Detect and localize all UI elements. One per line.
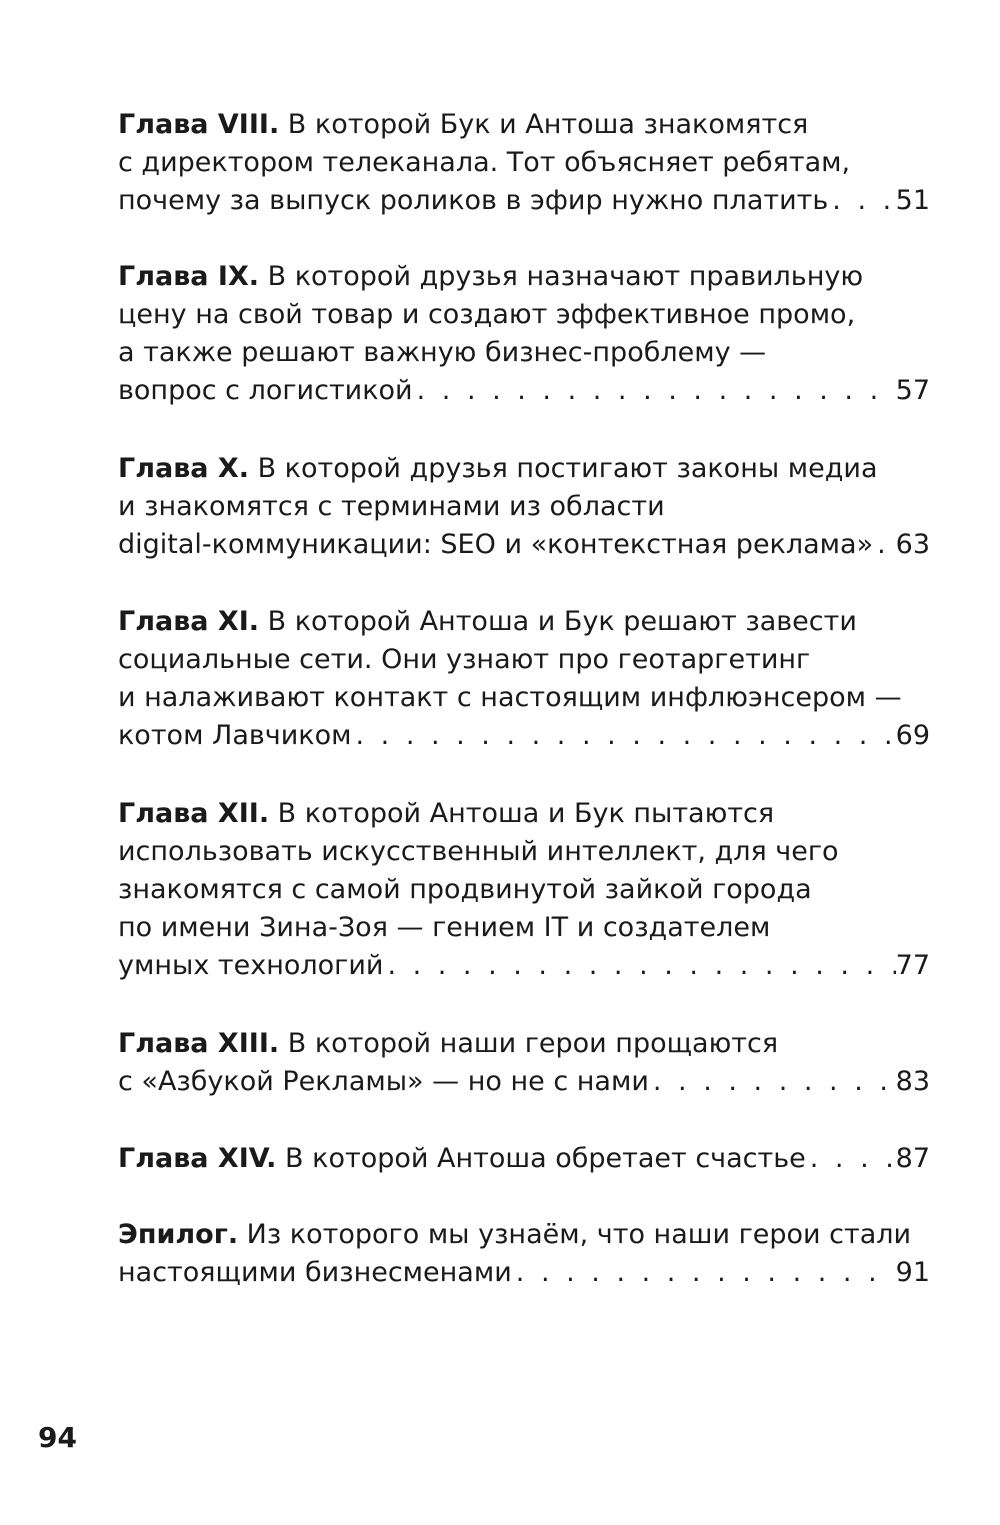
toc-entry-epilogue — [118, 1216, 930, 1292]
toc-entry-chapter-14 — [118, 1140, 930, 1178]
entry-text-line: Из которого мы узнаём, что наши герои стали — [238, 1219, 912, 1250]
chapter-label: Глава IX. — [118, 261, 260, 292]
entry-text-line: использовать искусственный интеллект, для чего — [118, 836, 839, 867]
entry-text-line: вопрос с логистикой — [118, 375, 413, 406]
chapter-label: Глава XIII. — [118, 1028, 280, 1059]
chapter-label: Глава XII. — [118, 798, 270, 829]
entry-text-line: В которой друзья постигают законы медиа — [248, 453, 878, 484]
chapter-label: Глава VIII. — [118, 109, 280, 140]
page-number: 91 — [895, 1257, 930, 1288]
entry-text-line: и знакомятся с терминами из области — [118, 491, 665, 522]
page-number: 63 — [895, 529, 930, 560]
entry-text-line: В которой Антоша и Бук пытаются — [269, 798, 775, 829]
entry-text-line: почему за выпуск роликов в эфир нужно платить — [118, 185, 829, 216]
toc-entry-chapter-9 — [118, 258, 930, 410]
toc-entry-chapter-10 — [118, 450, 930, 564]
page-number: 51 — [895, 185, 930, 216]
entry-text-line: по имени Зина-Зоя — гением IT и создателем — [118, 912, 771, 943]
toc-entry-chapter-11 — [118, 603, 930, 755]
chapter-label: Глава XIV. — [118, 1143, 277, 1174]
dot-leader — [383, 947, 895, 985]
entry-text-line: цену на свой товар и создают эффективное промо, — [118, 299, 856, 330]
chapter-label: Глава X. — [118, 453, 249, 484]
entry-text-line: умных технологий — [118, 950, 384, 981]
page-number: 83 — [895, 1066, 930, 1097]
dot-leader — [413, 372, 896, 410]
entry-text-line: настоящими бизнесменами — [118, 1257, 512, 1288]
toc-entry-chapter-8 — [118, 106, 930, 220]
page-number: 69 — [895, 720, 930, 751]
entry-text-line: знакомятся с самой продвинутой зайкой города — [118, 874, 812, 905]
dot-leader — [649, 1063, 896, 1101]
entry-text-line: В которой наши герои прощаются — [279, 1028, 779, 1059]
dot-leader — [828, 182, 895, 220]
entry-text-line: социальные сети. Они узнают про геотаргетинг — [118, 644, 811, 675]
entry-text-line: с «Азбукой Рекламы» — но не с нами — [118, 1066, 649, 1097]
entry-text-line: В которой Бук и Антоша знакомятся — [279, 109, 809, 140]
entry-text-line: В которой друзья назначают правильную — [259, 261, 864, 292]
page-number: 77 — [895, 950, 930, 981]
dot-leader — [512, 1254, 896, 1292]
page-folio-number: 94 — [38, 1421, 77, 1454]
dot-leader — [351, 717, 895, 755]
entry-text-line: котом Лавчиком — [118, 720, 352, 751]
entry-text-line: digital-коммуникации: SEO и «контекстная реклама» — [118, 529, 874, 560]
entry-text-line: В которой Антоша и Бук решают завести — [259, 606, 857, 637]
page-number: 57 — [895, 375, 930, 406]
toc-entry-chapter-12 — [118, 795, 930, 985]
entry-text-line: с директором телеканала. Тот объясняет ребятам, — [118, 147, 851, 178]
entry-text-line: а также решают важную бизнес-проблему — — [118, 337, 767, 368]
entry-text-line: и налаживают контакт с настоящим инфлюэнсером — — [118, 682, 902, 713]
toc-entry-chapter-13 — [118, 1025, 930, 1101]
page-number: 87 — [895, 1143, 930, 1174]
dot-leader — [806, 1140, 896, 1178]
entry-text-line: В которой Антоша обретает счастье — [276, 1143, 806, 1174]
chapter-label: Глава XI. — [118, 606, 260, 637]
dot-leader — [873, 526, 896, 564]
chapter-label: Эпилог. — [118, 1219, 239, 1250]
